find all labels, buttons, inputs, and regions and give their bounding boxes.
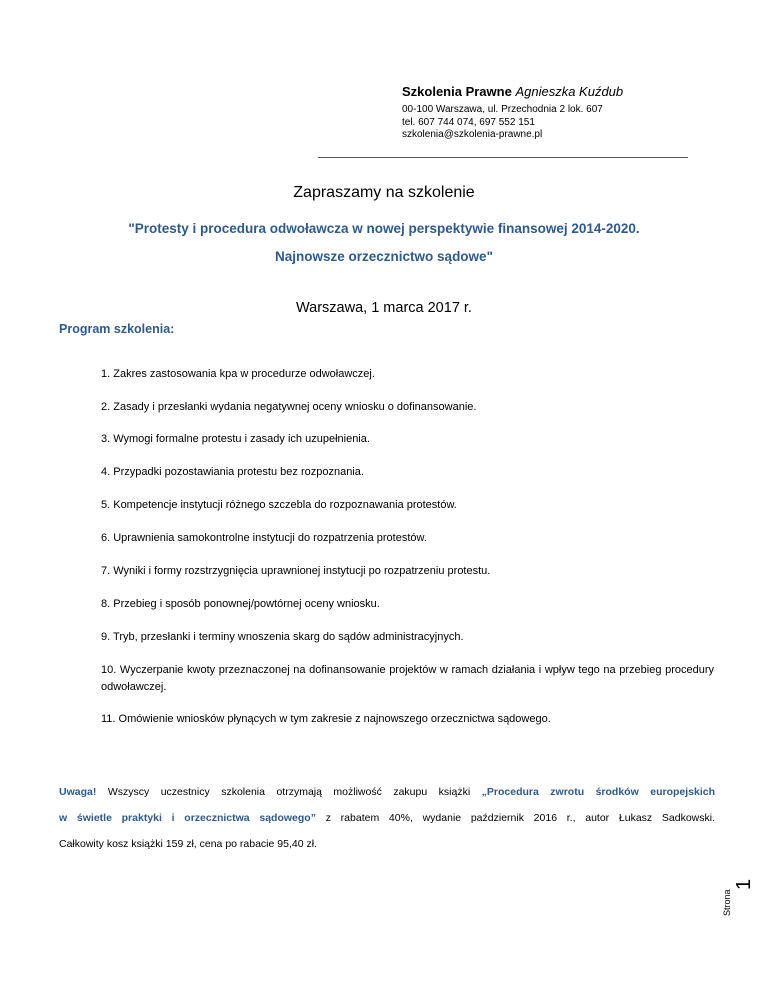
- date-and-place: Warszawa, 1 marca 2017 r.: [296, 300, 472, 316]
- training-title-line-1: "Protesty i procedura odwoławcza w nowej perspektywie finansowej 2014-2020.: [128, 221, 640, 236]
- invitation-heading: Zapraszamy na szkolenie: [293, 184, 475, 201]
- program-item: 1. Zakres zastosowania kpa w procedurze odwoławczej.: [101, 368, 375, 380]
- person-name: Agnieszka Kuźdub: [515, 84, 624, 99]
- letterhead-name: [402, 84, 623, 100]
- program-item: 4. Przypadki pozostawiania protestu bez rozpoznania.: [101, 466, 364, 478]
- training-title-line-2: Najnowsze orzecznictwo sądowe": [275, 249, 493, 264]
- book-title-part-2: w świetle praktyki i orzecznictwa sądowego”: [59, 812, 316, 824]
- letterhead: [402, 84, 623, 142]
- program-item: 6. Uprawnienia samokontrolne instytucji do rozpatrzenia protestów.: [101, 532, 427, 544]
- note-line-1: [59, 784, 715, 801]
- page-number: [722, 850, 755, 930]
- note-discount-text: z rabatem 40%, wydanie październik 2016 r., autor Łukasz Sadkowski.: [325, 812, 716, 824]
- page-label: Strona: [722, 889, 732, 916]
- note-line-2: [59, 810, 715, 827]
- program-item: 11. Omówienie wniosków płynących w tym zakresie z najnowszego orzecznictwa sądowego.: [101, 713, 551, 725]
- page-digit: 1: [733, 878, 755, 890]
- book-title-part-1: „Procedura zwrotu środków europejskich: [481, 786, 716, 798]
- note-price-text: Całkowity kosz książki 159 zł, cena po rabacie 95,40 zł.: [59, 838, 317, 850]
- program-item: 5. Kompetencje instytucji różnego szczebla do rozpoznawania protestów.: [101, 499, 457, 511]
- email: szkolenia@szkolenia-prawne.pl: [402, 129, 543, 140]
- program-item: 10. Wyczerpanie kwoty przeznaczonej na dofinansowanie projektów w ramach działania i wpływ tego na przebieg procedury odwoławczej.: [101, 664, 714, 693]
- address: 00-100 Warszawa, ul. Przechodnia 2 lok. 607: [402, 104, 603, 115]
- program-item: 7. Wyniki i formy rozstrzygnięcia uprawnionej instytucji po rozpatrzeniu protestu.: [101, 565, 491, 577]
- header-divider: [318, 157, 688, 158]
- program-item: 3. Wymogi formalne protestu i zasady ich uzupełnienia.: [101, 433, 370, 445]
- program-item: 2. Zasady i przesłanki wydania negatywnej oceny wniosku o dofinansowanie.: [101, 401, 477, 413]
- program-item: 8. Przebieg i sposób ponownej/powtórnej oceny wniosku.: [101, 598, 380, 610]
- company-name: Szkolenia Prawne: [402, 84, 512, 99]
- phone-numbers: tel. 607 744 074, 697 552 151: [402, 116, 535, 128]
- note-text: Wszyscy uczestnicy szkolenia otrzymają możliwość zakupu książki: [107, 786, 471, 798]
- program-heading: Program szkolenia:: [59, 322, 175, 336]
- note-label: Uwaga!: [59, 786, 97, 798]
- program-item: 9. Tryb, przesłanki i terminy wnoszenia skarg do sądów administracyjnych.: [101, 631, 464, 643]
